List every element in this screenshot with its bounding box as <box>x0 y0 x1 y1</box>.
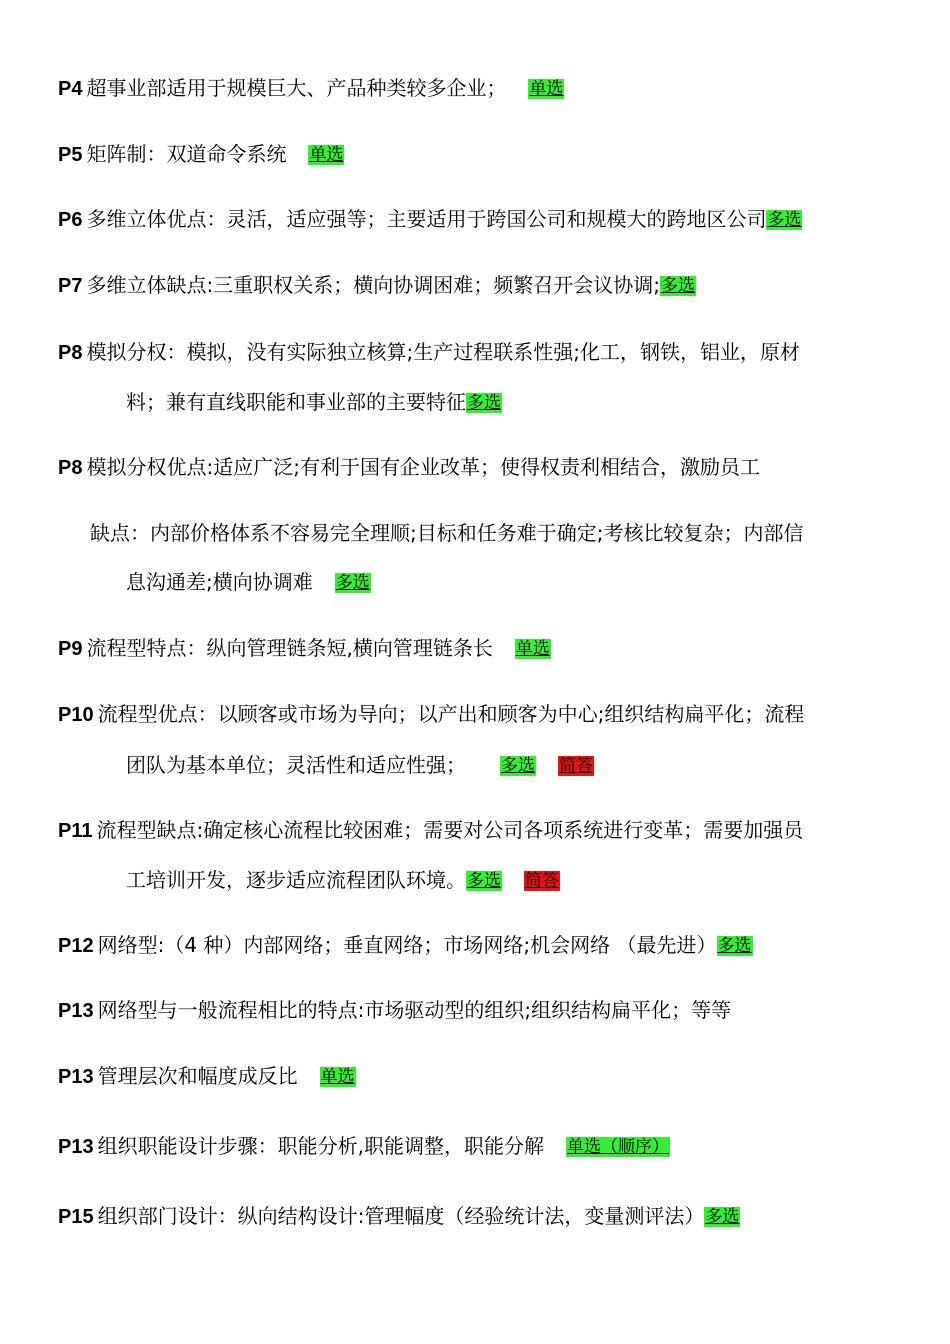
tag-single-choice-order: 单选（顺序） <box>566 1137 669 1157</box>
item-p8-disadvantages <box>90 520 803 546</box>
item-prefix: P5 <box>58 144 83 166</box>
item-prefix: P4 <box>58 78 83 100</box>
tag-multiple-choice: 多选 <box>501 756 535 776</box>
item-prefix: P6 <box>58 209 83 231</box>
item-text: 超事业部适用于规模巨大、产品种类较多企业； <box>86 76 507 100</box>
tag-short-answer: 简答 <box>525 871 559 891</box>
item-p10-continuation <box>126 752 594 778</box>
tag-single-choice: 单选 <box>529 79 564 99</box>
item-p13-function-design <box>58 1133 670 1160</box>
item-p11-continuation <box>126 867 560 893</box>
item-prefix: P8 <box>58 457 83 479</box>
item-text: 矩阵制：双道命令系统 <box>86 142 287 166</box>
item-text: 管理层次和幅度成反比 <box>97 1064 298 1088</box>
item-p6 <box>58 206 802 233</box>
tag-multiple-choice: 多选 <box>467 393 501 413</box>
item-p8-advantages <box>58 454 760 481</box>
item-prefix: P7 <box>58 275 83 297</box>
tag-single-choice: 单选 <box>515 639 550 659</box>
item-text: 组织职能设计步骤：职能分析,职能调整，职能分解 <box>97 1134 544 1158</box>
item-prefix: P9 <box>58 638 83 660</box>
item-prefix: P8 <box>58 342 83 364</box>
tag-multiple-choice: 多选 <box>467 871 501 891</box>
tag-multiple-choice: 多选 <box>717 936 752 956</box>
tag-multiple-choice: 多选 <box>335 573 370 593</box>
item-prefix: P11 <box>58 820 93 842</box>
item-p15 <box>58 1203 740 1230</box>
item-text: 工培训开发，逐步适应流程团队环境。 <box>126 868 466 892</box>
tag-multiple-choice: 多选 <box>705 1207 740 1227</box>
item-text: 缺点：内部价格体系不容易完全理顺;目标和任务难于确定;考核比较复杂；内部信 <box>90 521 804 545</box>
item-p9 <box>58 635 551 662</box>
item-p7 <box>58 272 696 299</box>
item-p8-disadvantages-continuation <box>126 569 371 595</box>
tag-single-choice: 单选 <box>309 145 344 165</box>
item-p8-continuation <box>126 389 502 415</box>
item-text: 流程型优点：以顾客或市场为导向；以产出和顾客为中心;组织结构扁平化；流程 <box>97 702 805 726</box>
item-text: 网络型:（4 种）内部网络；垂直网络；市场网络;机会网络 （最先进） <box>97 933 717 957</box>
item-p10 <box>58 701 804 728</box>
item-text: 模拟分权：模拟，没有实际独立核算;生产过程联系性强;化工，钢铁，铝业，原材 <box>86 340 800 364</box>
item-text: 多维立体优点：灵活，适应强等；主要适用于跨国公司和规模大的跨地区公司 <box>86 207 767 231</box>
tag-short-answer: 简答 <box>559 756 593 776</box>
item-p5 <box>58 141 344 168</box>
item-text: 料；兼有直线职能和事业部的主要特征 <box>126 390 466 414</box>
item-prefix: P10 <box>58 704 94 726</box>
item-prefix: P15 <box>58 1206 94 1228</box>
item-p13-management-levels <box>58 1063 356 1090</box>
item-text: 多维立体缺点:三重职权关系；横向协调困难；频繁召开会议协调; <box>86 273 660 297</box>
item-text: 团队为基本单位；灵活性和适应性强； <box>126 753 466 777</box>
tag-multiple-choice: 多选 <box>660 276 695 296</box>
item-text: 流程型特点：纵向管理链条短,横向管理链条长 <box>86 636 493 660</box>
item-text: 组织部门设计：纵向结构设计:管理幅度（经验统计法，变量测评法） <box>97 1204 705 1228</box>
item-text: 模拟分权优点:适应广泛;有利于国有企业改革；使得权责利相结合，激励员工 <box>86 455 760 479</box>
tag-single-choice: 单选 <box>320 1067 355 1087</box>
item-text: 网络型与一般流程相比的特点:市场驱动型的组织;组织结构扁平化；等等 <box>97 998 732 1022</box>
item-text: 流程型缺点:确定核心流程比较困难；需要对公司各项系统进行变革；需要加强员 <box>96 818 804 842</box>
item-prefix: P13 <box>58 1066 94 1088</box>
tag-multiple-choice: 多选 <box>767 210 802 230</box>
item-text: 息沟通差;横向协调难 <box>126 570 313 594</box>
item-p4 <box>58 75 564 102</box>
item-p13-network-vs-process <box>58 997 731 1024</box>
item-prefix: P13 <box>58 1136 94 1158</box>
item-prefix: P13 <box>58 1000 94 1022</box>
item-prefix: P12 <box>58 935 94 957</box>
item-p11 <box>58 817 803 844</box>
item-p8-simulated-decentralization <box>58 339 800 366</box>
item-p12 <box>58 932 753 959</box>
